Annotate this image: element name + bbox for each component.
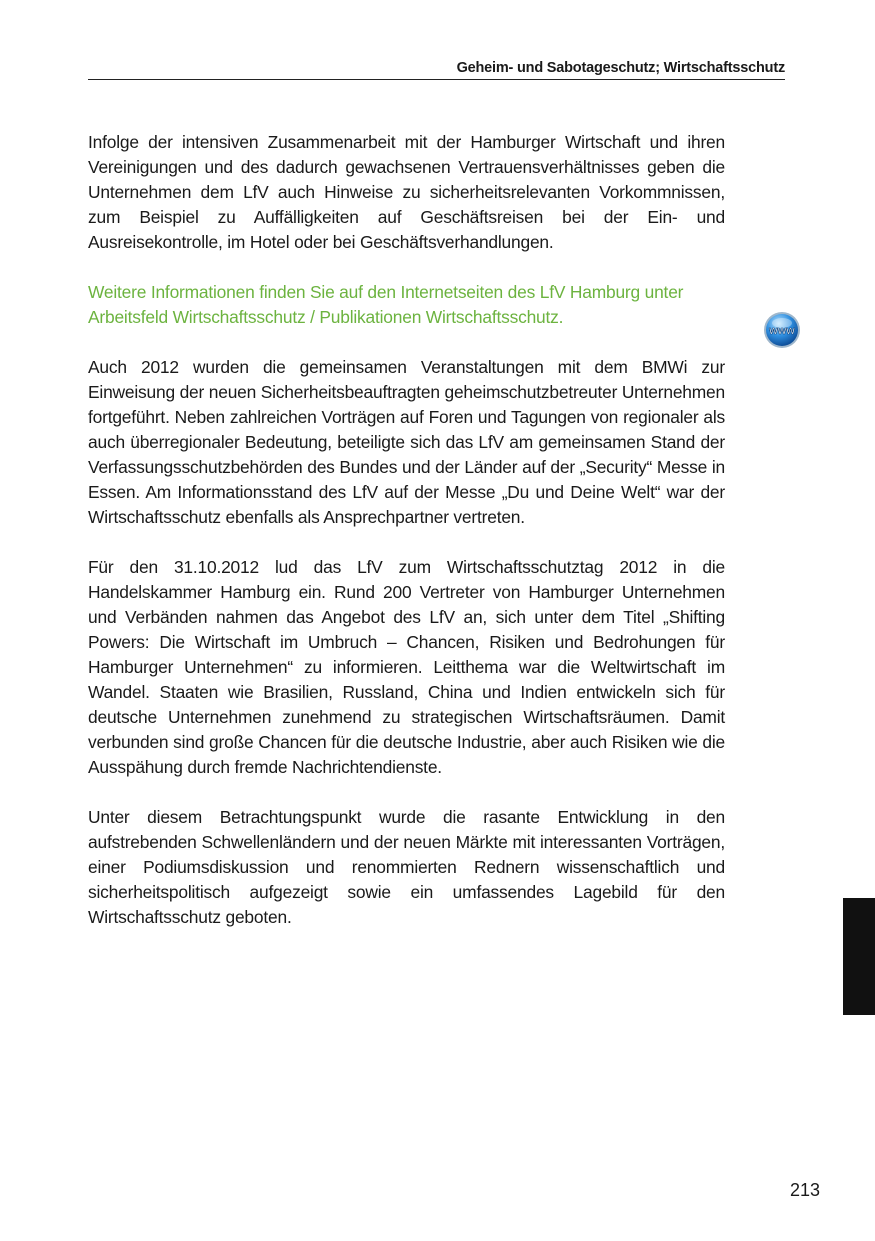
chapter-tab-marker [843, 898, 875, 1015]
paragraph-events-2012: Auch 2012 wurden die gemeinsamen Veranstaltungen mit dem BMWi zur Einweisung der neuen Sicherheitsbeauftragten geheimschutzbetreuter Unternehmen fortgeführt. Neben zahlreichen Vorträgen auf Foren und Tagungen von regionaler als auch überregionaler Bedeutung, beteiligte sich das LfV am gemeinsamen Stand der Verfassungsschutzbehörden des Bundes und der Länder auf der „Security“ Messe in Essen. Am Informationsstand des LfV auf der Messe „Du und Deine Welt“ war der Wirtschaftsschutz ebenfalls als Ansprechpartner vertreten. [88, 357, 725, 527]
paragraph-cooperation: Infolge der intensiven Zusammenarbeit mit der Hamburger Wirtschaft und ihren Vereinigungen und des dadurch gewachsenen Vertrauensverhältnisses geben die Unternehmen dem LfV auch Hinweise zu sicherheitsrelevanten Vorkommnissen, zum Beispiel zu Auffälligkeiten auf Geschäftsreisen bei der Ein- und Ausreisekontrolle, im Hotel oder bei Geschäftsverhandlungen. [88, 132, 725, 252]
running-header: Geheim- und Sabotageschutz; Wirtschaftsschutz [88, 60, 785, 80]
paragraph-emerging-markets: Unter diesem Betrachtungspunkt wurde die rasante Entwicklung in den aufstrebenden Schwellenländern und der neuen Märkte mit interessanten Vorträgen, einer Podiumsdiskussion und renommierten Rednern wissenschaftlich und sicherheitspolitisch aufgezeigt sowie ein umfassendes Lagebild für den Wirtschaftsschutz geboten. [88, 807, 725, 927]
more-info-link[interactable]: Weitere Informationen finden Sie auf den Internetseiten des LfV Hamburg unter Arbeitsfeld Wirtschaftsschutz / Publikationen Wirtschaftsschutz. [88, 282, 684, 327]
page-number: 213 [789, 1180, 820, 1200]
paragraph-wirtschaftsschutztag: Für den 31.10.2012 lud das LfV zum Wirtschaftsschutztag 2012 in die Handelskammer Hamburg ein. Rund 200 Vertreter von Hamburger Unternehmen und Verbänden nahmen das Angebot des LfV an, sich unter dem Titel „Shifting Powers: Die Wirtschaft im Umbruch – Chancen, Risiken und Bedrohungen für Hamburger Unternehmen“ zu informieren. Leitthema war die Weltwirtschaft im Wandel. Staaten wie Brasilien, Russland, China und Indien entwickeln sich für deutsche Unternehmen zunehmend zu strategischen Wirtschaftsräumen. Damit verbunden sind große Chancen für die deutsche Industrie, aber auch Risiken wie die Ausspähung durch fremde Nachrichtendienste. [88, 557, 725, 777]
www-globe-icon[interactable] [763, 311, 801, 349]
page-body [88, 130, 725, 955]
www-icon-label: www [769, 325, 795, 337]
